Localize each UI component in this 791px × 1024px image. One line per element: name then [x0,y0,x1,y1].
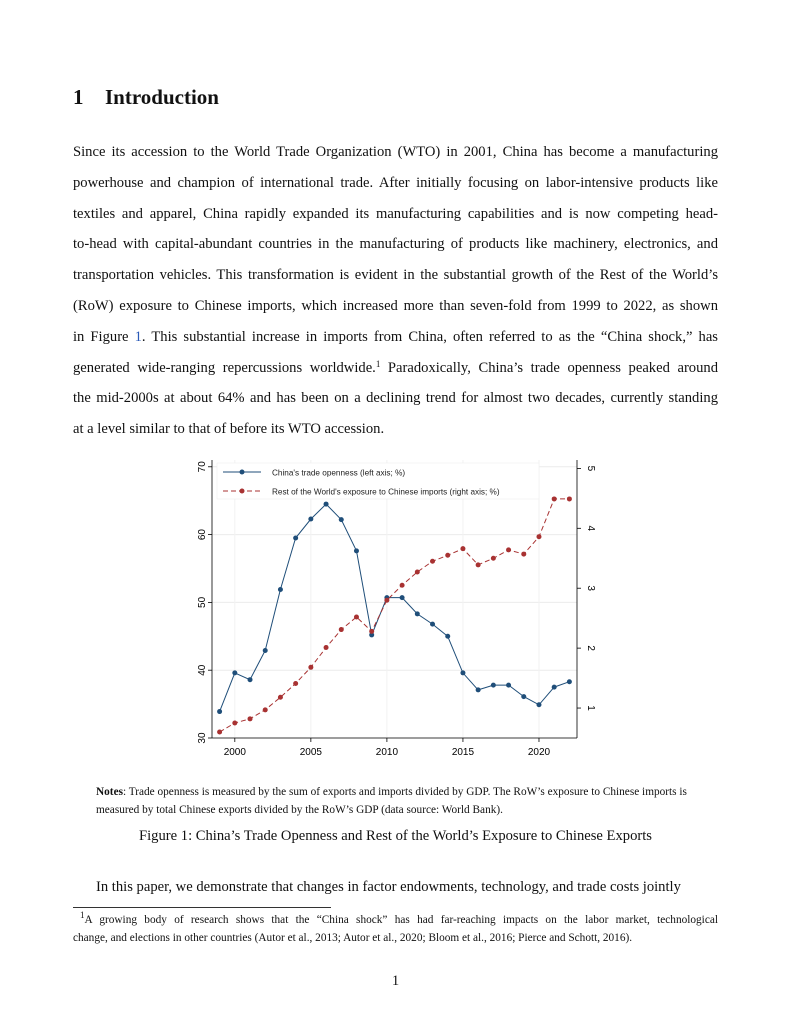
paragraph-line: (RoW) exposure to Chinese imports, which increased more than seven-fold from 1999 to 2022, as shown [73,297,718,314]
right-tick-label: 4 [585,525,596,532]
right-tick-label: 3 [585,585,596,591]
data-point-row-exposure [384,598,389,603]
text-run: in Figure [73,328,135,345]
data-point-row-exposure [308,665,313,670]
data-point-row-exposure [248,716,253,721]
data-point-trade-openness [354,548,359,553]
section-heading [73,85,219,110]
legend-label: China's trade openness (left axis; %) [272,468,406,478]
paragraph-line: textiles and apparel, China rapidly expanded its manufacturing capabilities and is now competing head- [73,205,718,222]
left-tick-label: 60 [197,529,208,541]
data-point-trade-openness [415,611,420,616]
data-point-trade-openness [491,683,496,688]
data-point-trade-openness [400,595,405,600]
data-point-trade-openness [430,622,435,627]
right-tick-label: 1 [585,705,596,711]
figure-chart [190,455,600,773]
right-tick-label: 5 [585,465,596,472]
right-tick-label: 2 [585,645,596,651]
section-number: 1 [73,85,84,109]
data-point-row-exposure [232,721,237,726]
left-tick-label: 40 [197,664,208,676]
data-point-trade-openness [263,648,268,653]
data-point-row-exposure [263,707,268,712]
data-point-row-exposure [293,681,298,686]
left-tick-label: 70 [197,461,208,473]
data-point-row-exposure [491,556,496,561]
footnote-marker[interactable]: 1 [375,358,381,369]
data-point-row-exposure [324,645,329,650]
left-tick-label: 50 [197,596,208,608]
data-point-row-exposure [536,534,541,539]
chart-legend [217,463,539,499]
footnote-number: 1 [80,910,85,920]
data-point-row-exposure [339,627,344,632]
data-point-row-exposure [476,562,481,567]
paragraph-line: powerhouse and champion of international trade. After initially focusing on labor-intensive products like [73,174,718,191]
data-point-row-exposure [552,496,557,501]
data-point-row-exposure [521,552,526,557]
data-point-trade-openness [339,517,344,522]
x-tick-label: 2005 [299,747,322,758]
figure-reference-link[interactable]: 1 [134,328,142,345]
data-point-row-exposure [506,547,511,552]
data-point-row-exposure [278,695,283,700]
legend-label: Rest of the World's exposure to Chinese imports (right axis; %) [272,487,500,497]
footnote-line: change, and elections in other countries (Autor et al., 2013; Autor et al., 2020; Bloom et al., 2016; Pierce and Schott, 2016). [73,932,633,944]
data-point-trade-openness [476,687,481,692]
notes-label: Notes [96,786,123,798]
notes-text: : Trade openness is measured by the sum of exports and imports divided by GDP. The RoW’s exposure to Chinese imports is measured by total Chinese exports divided by the RoW’s GDP (data source: World Bank). [96,786,687,816]
data-point-trade-openness [460,670,465,675]
series-line-row-exposure [220,499,570,732]
data-point-trade-openness [445,634,450,639]
x-tick-label: 2020 [527,747,551,758]
data-point-row-exposure [354,614,359,619]
data-point-row-exposure [567,496,572,501]
paragraph-line: transportation vehicles. This transformation is evident in the substantial growth of the Rest of the World’s [73,267,718,284]
data-point-trade-openness [308,516,313,521]
paragraph-line: at a level similar to that of before its WTO accession. [73,421,385,438]
data-point-row-exposure [217,730,222,735]
paragraph-line: the mid-2000s at about 64% and has been on a declining trend for almost two decades, currently standing [73,390,718,407]
data-point-trade-openness [536,702,541,707]
paragraph-line: Since its accession to the World Trade Organization (WTO) in 2001, China has become a manufacturing [73,144,718,160]
page-number: 1 [391,973,400,989]
paragraph-line: to-head with capital-abundant countries in the manufacturing of products like machinery, electronics, and [73,236,718,253]
intro-paragraph [73,137,718,445]
data-point-row-exposure [415,570,420,575]
text-run: . This substantial increase in imports from China, often referred to as the “China shock,” has [141,328,718,345]
data-point-trade-openness [232,670,237,675]
footnote-divider [73,907,331,908]
data-point-row-exposure [430,559,435,564]
data-point-row-exposure [400,583,405,588]
data-point-row-exposure [460,546,465,551]
paragraph-line [73,322,718,353]
legend-swatch-marker [240,489,245,494]
data-point-row-exposure [445,553,450,558]
text-run: Paradoxically, China’s trade openness peaked around [380,359,718,376]
section-title: Introduction [105,85,219,109]
text-run: A growing body of research shows that the “China shock” has had far-reaching impacts on the labor market, technological [84,914,718,926]
legend-swatch-marker [240,470,245,475]
data-point-trade-openness [552,685,557,690]
x-tick-label: 2010 [375,747,399,758]
left-tick-label: 30 [197,732,208,744]
footnote-line [73,911,718,929]
paragraph-2: In this paper, we demonstrate that changes in factor endowments, technology, and trade costs jointly [96,879,681,895]
text-run: generated wide-ranging repercussions worldwide. [73,359,376,376]
data-point-trade-openness [248,677,253,682]
figure-notes [96,783,718,819]
x-tick-label: 2015 [451,747,475,758]
x-tick-label: 2000 [223,747,246,758]
data-point-trade-openness [324,502,329,507]
data-point-row-exposure [369,629,374,634]
figure-caption: Figure 1: China’s Trade Openness and Rest of the World’s Exposure to Chinese Exports [139,828,652,844]
footnote [73,911,718,947]
data-point-trade-openness [293,535,298,540]
paragraph-line [73,353,718,384]
series-line-trade-openness [220,504,570,711]
data-point-trade-openness [567,679,572,684]
data-point-trade-openness [506,683,511,688]
data-point-trade-openness [521,694,526,699]
data-point-trade-openness [217,709,222,714]
data-point-trade-openness [278,587,283,592]
